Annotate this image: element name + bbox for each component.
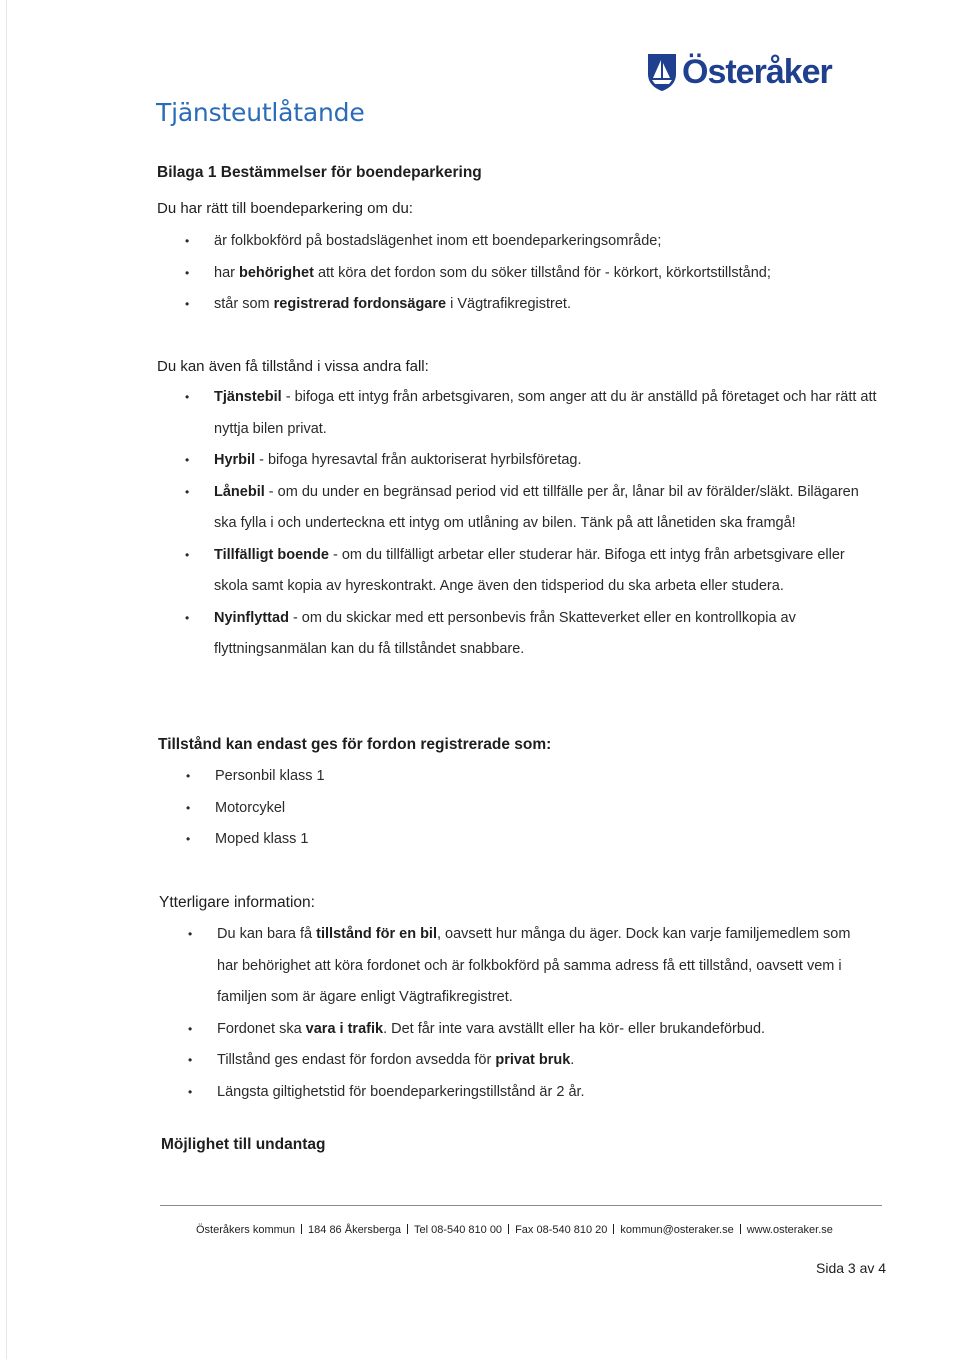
item-text: - om du under en begränsad period vid ett tillfälle per år, lånar bil av förälder/släkt. Bilägaren ska fylla i och underteckna ett intyg om utlåning av bilen. Tänk på att lånetiden ska framgå! [214,483,859,531]
bullet-icon: • [185,297,190,311]
bullet-icon: • [185,265,190,280]
footer-separator [508,1224,509,1234]
rights-list [185,226,874,321]
list-item [185,603,882,666]
list-item [185,382,882,445]
item-text: - om du skickar med ett personbevis från Skatteverket eller en kontrollkopia av flyttningsanmälan kan du få tillståndet snabbare. [214,609,796,657]
item-emphasis: vara i trafik [305,1020,384,1037]
vehicle-class: Motorcykel [215,799,286,816]
list-item [186,761,615,793]
list-item [188,1045,867,1077]
list-item [188,919,867,1014]
bullet-icon: • [188,1021,193,1036]
document-title: Tjänsteutlåtande [156,98,365,127]
bullet-icon: • [185,453,190,467]
list-item [188,1014,867,1046]
bullet-icon: • [185,547,190,562]
vehicles-heading: Tillstånd kan endast ges för fordon registrerade som: [158,736,552,753]
item-text: - bifoga hyresavtal från auktoriserat hyrbilsföretag. [255,452,582,468]
other-cases-list [185,382,882,666]
footer-part: Tel 08-540 810 00 [413,1224,503,1236]
item-text: i Vägtrafikregistret. [446,296,571,312]
item-text: . Det får inte vara avställt eller ha kör- eller brukandeförbud. [383,1020,766,1037]
bullet-icon: • [188,927,193,941]
bullet-icon: • [185,234,190,248]
list-item [185,226,874,258]
item-text: Längsta giltighetstid för boendeparkeringstillstånd är 2 år. [217,1083,585,1100]
list-item [186,793,615,825]
bullet-icon: • [186,800,191,815]
list-item [185,258,874,290]
shield-icon [646,52,678,92]
bullet-icon: • [188,1084,193,1099]
footer-part: 184 86 Åkersberga [308,1224,401,1236]
scan-edge [6,0,7,1359]
footer-separator [301,1224,302,1234]
item-emphasis: registrerad fordonsägare [273,296,447,312]
item-text: har [214,264,239,281]
footer-part[interactable]: www.osteraker.se [746,1224,833,1236]
item-text: är folkbokförd på bostadslägenhet inom ett boendeparkeringsområde; [214,233,662,249]
list-item [188,1077,867,1109]
list-item [185,289,874,321]
list-item [185,540,882,603]
item-emphasis: behörighet [239,264,314,281]
item-text: , oavsett hur många du äger. Dock kan varje familjemedlem som har behörighet att köra fordonet och är folkbokförd på samma adress få ett tillstånd, oavsett vem i familjen som är ägare enligt Vägtrafikregistret. [217,926,851,1005]
more-info-list [188,919,867,1108]
item-emphasis: tillstånd för en bil [316,926,437,942]
bullet-icon: • [188,1053,193,1067]
footer-part: Österåkers kommun [196,1224,296,1236]
footer-separator [613,1224,614,1234]
item-text: Du kan bara få [217,926,317,942]
item-text: står som [214,296,274,312]
item-emphasis: privat bruk [495,1052,571,1068]
item-text: - bifoga ett intyg från arbetsgivaren, som anger att du är anställd på företaget och har rätt att nyttja bilen privat. [214,389,877,437]
footer-contact [196,1224,833,1236]
item-text: - om du tillfälligt arbetar eller studerar här. Bifoga ett intyg från arbetsgivare eller skola samt kopia av hyreskontrakt. Ange även den tidsperiod du ska arbeta eller studera. [214,546,845,594]
bullet-icon: • [185,610,190,625]
footer-part[interactable]: kommun@osteraker.se [620,1224,734,1236]
footer-separator [740,1224,741,1234]
other-cases-lead: Du kan även få tillstånd i vissa andra fall: [157,358,429,375]
list-item [186,824,615,856]
item-text: . [570,1052,575,1068]
brand-logo [646,50,832,94]
list-item [185,445,882,477]
exception-heading: Möjlighet till undantag [161,1136,326,1153]
brand-name: Österåker [682,53,832,91]
bullet-icon: • [186,769,191,783]
item-text: att köra det fordon som du söker tillstånd för - körkort, körkortstillstånd; [313,264,771,281]
item-text: Fordonet ska [217,1020,306,1037]
bullet-icon: • [186,832,191,846]
item-term: Tillfälligt boende [214,546,329,563]
more-info-heading: Ytterligare information: [159,894,315,911]
rights-lead: Du har rätt till boendeparkering om du: [157,200,413,217]
footer-part: Fax 08-540 810 20 [515,1224,608,1236]
item-term: Hyrbil [214,452,256,468]
list-item [185,477,882,540]
footer-rule [160,1205,882,1206]
item-term: Nyinflyttad [214,609,289,626]
item-term: Lånebil [214,483,265,500]
bullet-icon: • [185,390,190,404]
vehicle-class: Personbil klass 1 [215,768,325,784]
vehicles-list [186,761,615,856]
item-text: Tillstånd ges endast för fordon avsedda för [217,1052,496,1068]
item-term: Tjänstebil [214,389,282,405]
page-number: Sida 3 av 4 [816,1260,887,1276]
footer-separator [407,1224,408,1234]
vehicle-class: Moped klass 1 [215,831,309,847]
bilaga-heading: Bilaga 1 Bestämmelser för boendeparkering [157,164,482,181]
bullet-icon: • [185,484,190,499]
